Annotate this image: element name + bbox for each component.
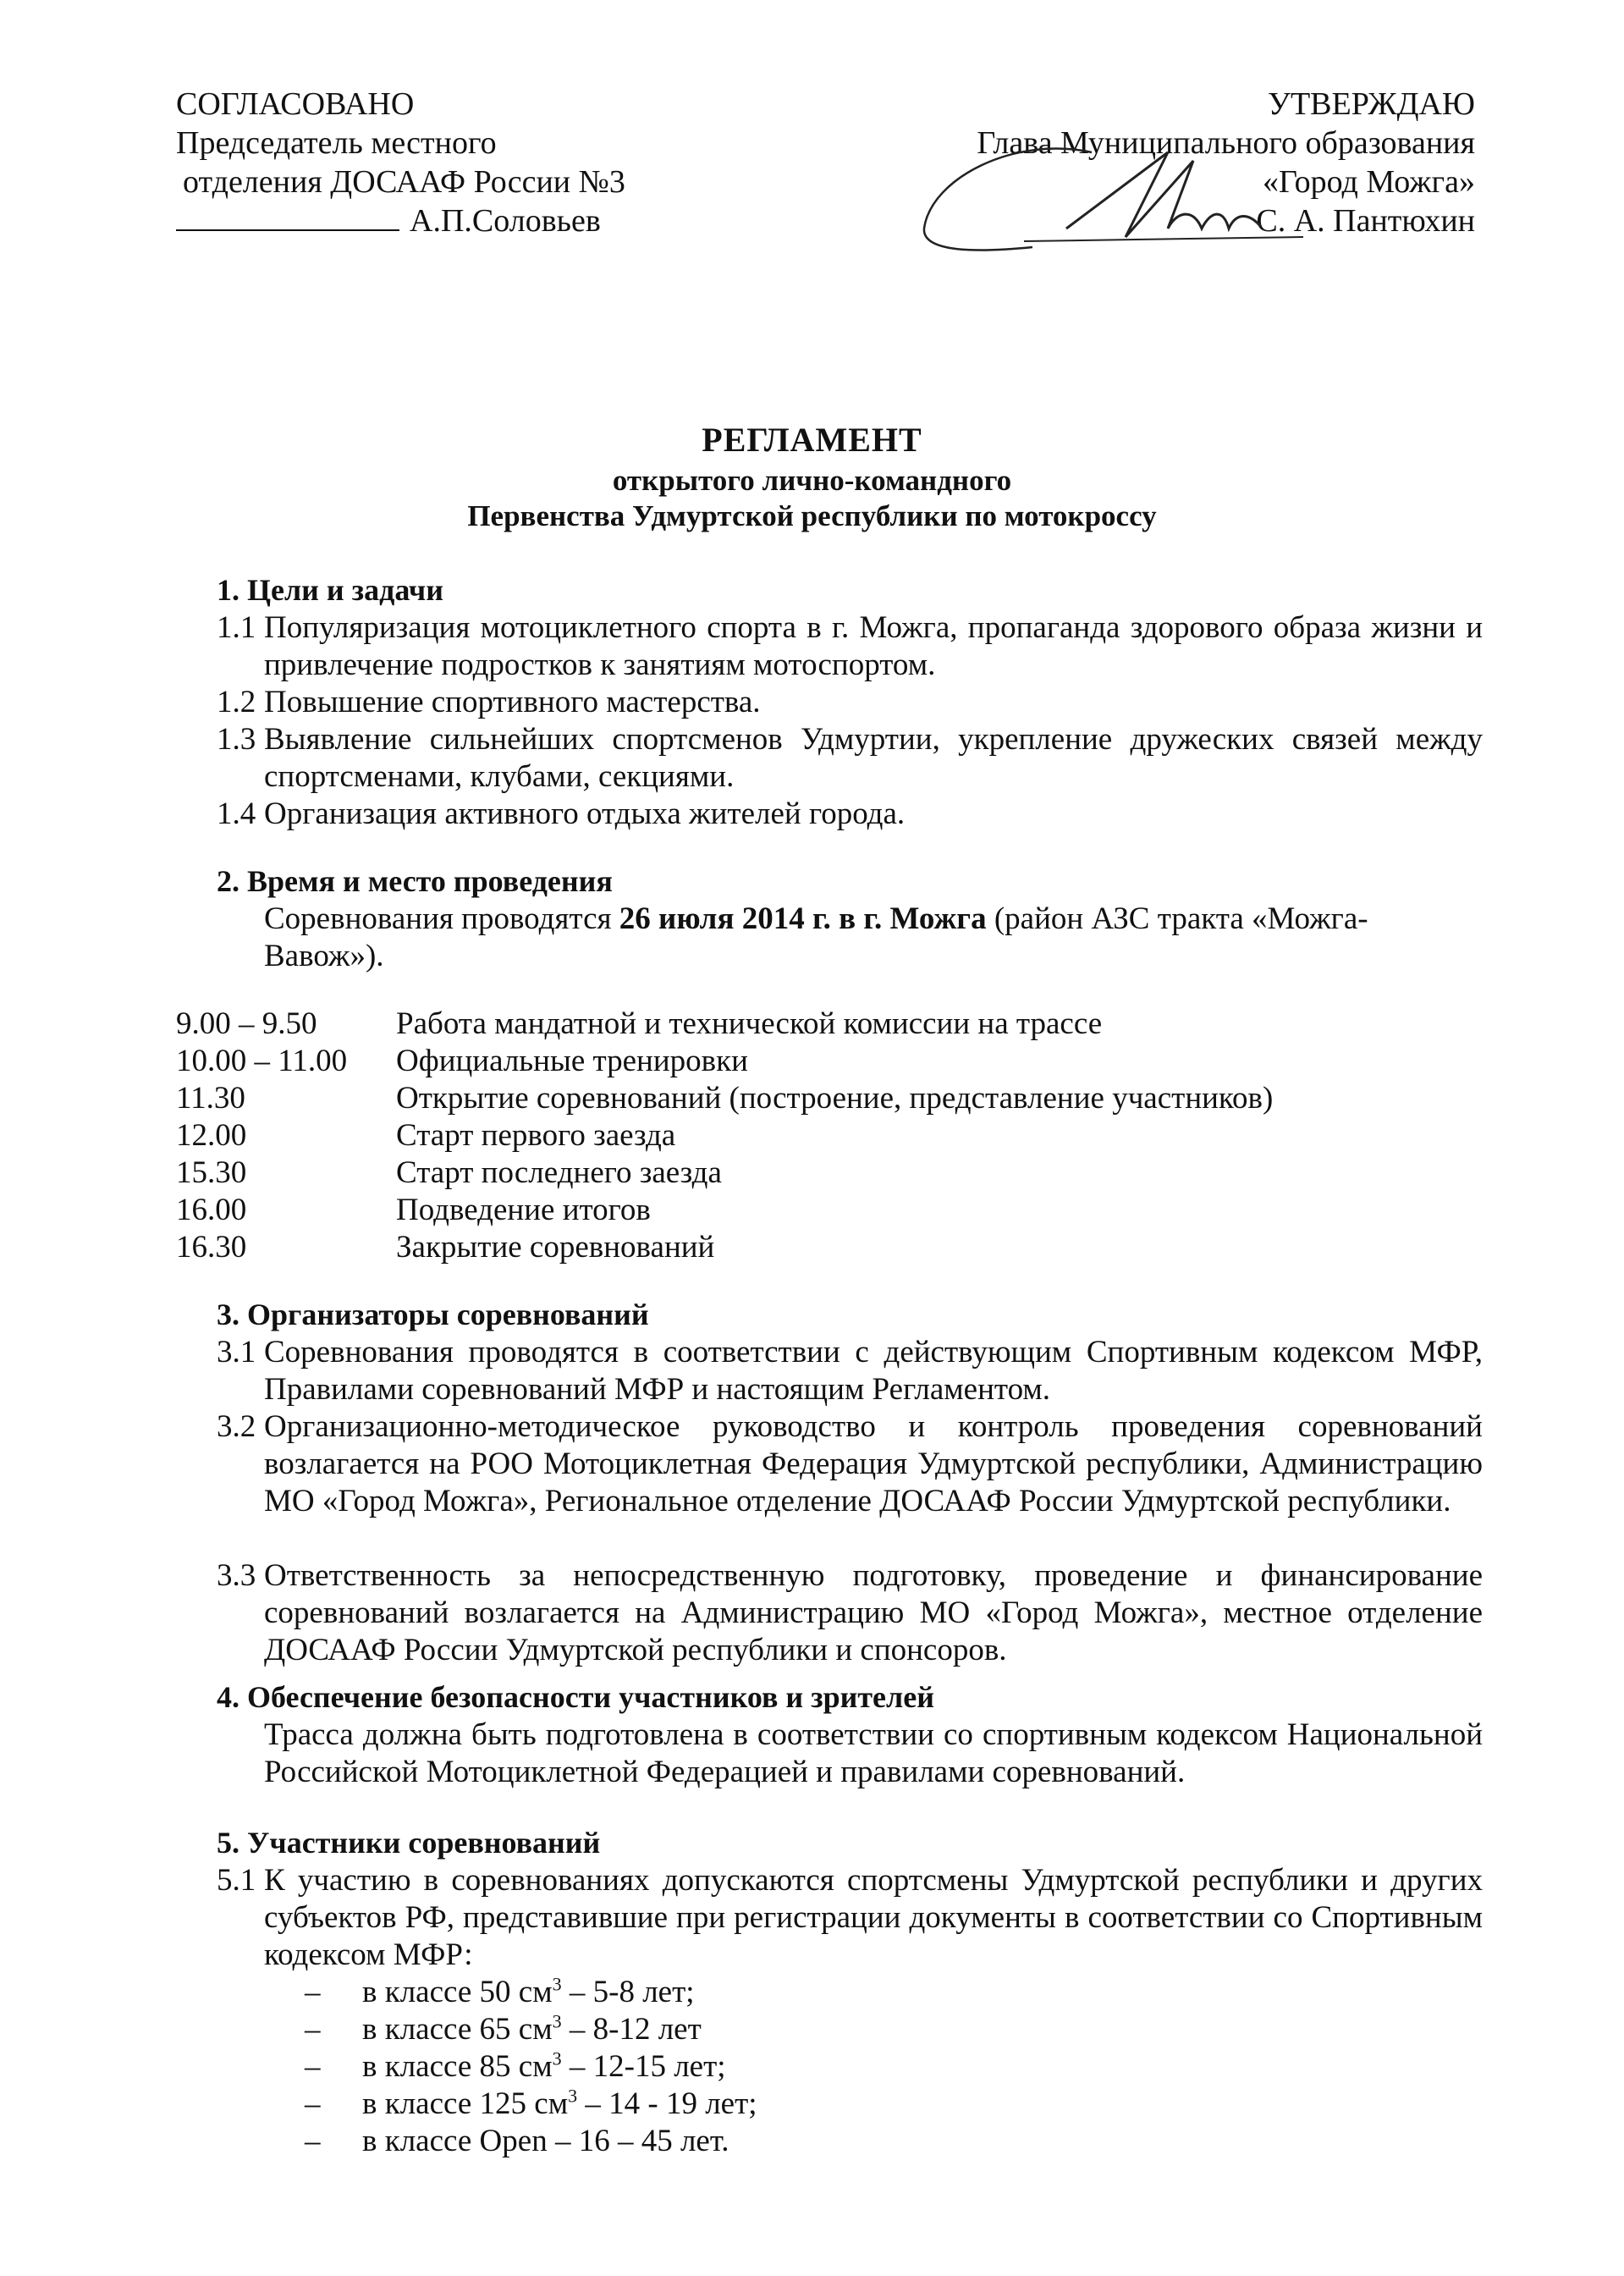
class-pre: в классе 50 см bbox=[362, 1975, 553, 2009]
agreed-position-line1: Председатель местного bbox=[176, 125, 497, 161]
item-text: Организационно-методическое руководство и контроль проведения соревнований возлагается на РОО Мотоциклетная Федерация Удмуртской республики, Администрацию МО «Город Можга», Региональное отделение ДОСААФ России Удмуртской республики. bbox=[264, 1409, 1483, 1518]
list-item bbox=[217, 796, 1483, 833]
item-number: 1.4 bbox=[217, 796, 256, 831]
item-number: 3.3 bbox=[217, 1558, 256, 1593]
item-text: Соревнования проводятся в соответствии с действующим Спортивным кодексом МФР, Правилами соревнований МФР и настоящим Регламентом. bbox=[264, 1335, 1483, 1407]
list-item bbox=[217, 609, 1483, 684]
dash-bullet: – bbox=[305, 2086, 321, 2121]
schedule-row bbox=[176, 1229, 714, 1266]
schedule-event: Подведение итогов bbox=[396, 1193, 651, 1227]
schedule-event: Старт последнего заезда bbox=[396, 1155, 722, 1190]
class-pre: в классе 85 см bbox=[362, 2049, 553, 2084]
class-post: – 5-8 лет; bbox=[561, 1975, 695, 2009]
item-number: 5.1 bbox=[217, 1863, 256, 1898]
section-1-heading: 1. Цели и задачи bbox=[217, 573, 443, 607]
class-sup: 3 bbox=[552, 2010, 562, 2032]
class-list-item bbox=[305, 2123, 729, 2160]
dash-bullet: – bbox=[305, 2124, 321, 2158]
item-text: Ответственность за непосредственную подготовку, проведение и финансирование соревнований возлагается на Администрацию МО «Город Можга», местное отделение ДОСААФ России Удмуртской республики и спонсоров. bbox=[264, 1558, 1483, 1667]
dash-bullet: – bbox=[305, 2012, 321, 2047]
signature-blank bbox=[176, 204, 399, 231]
list-item bbox=[217, 1408, 1483, 1520]
class-pre: в классе 65 см bbox=[362, 2012, 553, 2047]
section-2-heading: 2. Время и место проведения bbox=[217, 864, 613, 898]
class-sup: 3 bbox=[568, 2085, 578, 2107]
schedule-row bbox=[176, 1155, 722, 1192]
approve-position-line1: Глава Муниципального образования bbox=[977, 125, 1475, 161]
class-post: – 12-15 лет; bbox=[561, 2049, 726, 2084]
agreed-signer: А.П.Соловьев bbox=[410, 203, 601, 239]
document-subtitle-2: Первенства Удмуртской республики по мотокроссу bbox=[467, 499, 1157, 532]
list-item bbox=[217, 721, 1483, 796]
list-item bbox=[217, 1334, 1483, 1408]
class-post: – 14 - 19 лет; bbox=[577, 2086, 757, 2121]
schedule-row bbox=[176, 1006, 1102, 1043]
document-subtitle-1: открытого лично-командного bbox=[612, 464, 1012, 497]
class-list-item bbox=[305, 2048, 726, 2086]
header-left bbox=[176, 85, 625, 240]
approve-signer: С. А. Пантюхин bbox=[1256, 203, 1475, 239]
item-number: 1.1 bbox=[217, 610, 256, 645]
list-item bbox=[217, 684, 1483, 721]
schedule-time: 16.30 bbox=[176, 1230, 247, 1265]
agreed-signature-line bbox=[176, 201, 625, 240]
item-text: Выявление сильнейших спортсменов Удмуртии, укрепление дружеских связей между спортсменами, клубами, секциями. bbox=[264, 722, 1483, 794]
list-item bbox=[217, 1557, 1483, 1669]
schedule-event: Работа мандатной и технической комиссии на трассе bbox=[396, 1006, 1103, 1041]
class-pre: в классе 125 см bbox=[362, 2086, 569, 2121]
dash-bullet: – bbox=[305, 2049, 321, 2084]
class-pre: в классе Open – 16 – 45 лет. bbox=[362, 2124, 729, 2158]
schedule-time: 16.00 bbox=[176, 1193, 247, 1227]
schedule-event: Открытие соревнований (построение, представление участников) bbox=[396, 1081, 1274, 1116]
schedule-event: Старт первого заезда bbox=[396, 1118, 676, 1153]
agreed-position-line2: отделения ДОСААФ России №3 bbox=[183, 164, 625, 200]
section-2-date-place: 26 июля 2014 г. в г. Можга bbox=[619, 901, 987, 936]
item-number: 3.2 bbox=[217, 1409, 256, 1444]
approve-label: УТВЕРЖДАЮ bbox=[1268, 86, 1475, 122]
class-sup: 3 bbox=[552, 1973, 562, 1995]
class-list-item bbox=[305, 1974, 695, 2011]
item-number: 1.3 bbox=[217, 722, 256, 757]
schedule-time: 9.00 – 9.50 bbox=[176, 1006, 317, 1041]
section-3-heading: 3. Организаторы соревнований bbox=[217, 1298, 649, 1331]
item-number: 1.2 bbox=[217, 685, 256, 719]
schedule-time: 10.00 – 11.00 bbox=[176, 1044, 348, 1078]
schedule-row bbox=[176, 1192, 651, 1229]
schedule-time: 15.30 bbox=[176, 1155, 247, 1190]
item-text: Повышение спортивного мастерства. bbox=[264, 685, 761, 719]
dash-bullet: – bbox=[305, 1975, 321, 2009]
class-post: – 8-12 лет bbox=[561, 2012, 702, 2047]
section-5-heading: 5. Участники соревнований bbox=[217, 1826, 601, 1860]
schedule-row bbox=[176, 1043, 748, 1080]
section-4-text: Трасса должна быть подготовлена в соответствии со спортивным кодексом Национальной Российской Мотоциклетной Федерацией и правилами соревнований. bbox=[264, 1717, 1483, 1789]
item-number: 3.1 bbox=[217, 1335, 256, 1369]
item-text: Популяризация мотоциклетного спорта в г. Можга, пропаганда здорового образа жизни и привлечение подростков к занятиям мотоспортом. bbox=[264, 610, 1483, 682]
handwritten-signature bbox=[914, 102, 1303, 271]
document-title: РЕГЛАМЕНТ bbox=[702, 421, 922, 459]
section-2-text bbox=[264, 901, 1483, 975]
schedule-row bbox=[176, 1117, 675, 1155]
class-sup: 3 bbox=[552, 2047, 562, 2069]
section-4-heading: 4. Обеспечение безопасности участников и зрителей bbox=[217, 1680, 934, 1714]
schedule-time: 12.00 bbox=[176, 1118, 247, 1153]
schedule-event: Закрытие соревнований bbox=[396, 1230, 715, 1265]
approve-position-line2: «Город Можга» bbox=[1263, 164, 1475, 200]
item-text: Организация активного отдыха жителей города. bbox=[264, 796, 906, 831]
schedule-time: 11.30 bbox=[176, 1081, 245, 1116]
list-item bbox=[217, 1862, 1483, 1974]
class-list-item bbox=[305, 2086, 757, 2123]
agreed-label: СОГЛАСОВАНО bbox=[176, 86, 415, 122]
schedule-event: Официальные тренировки bbox=[396, 1044, 748, 1078]
schedule-row bbox=[176, 1080, 1273, 1117]
class-list-item bbox=[305, 2011, 702, 2048]
section-2-text-a: Соревнования проводятся bbox=[264, 901, 619, 936]
item-text: К участию в соревнованиях допускаются спортсмены Удмуртской республики и других субъектов РФ, представившие при регистрации документы в соответствии со Спортивным кодексом МФР: bbox=[264, 1863, 1483, 1972]
section-2-text-b: (район АЗС тракта «Можга-Вавож»). bbox=[264, 901, 1368, 973]
